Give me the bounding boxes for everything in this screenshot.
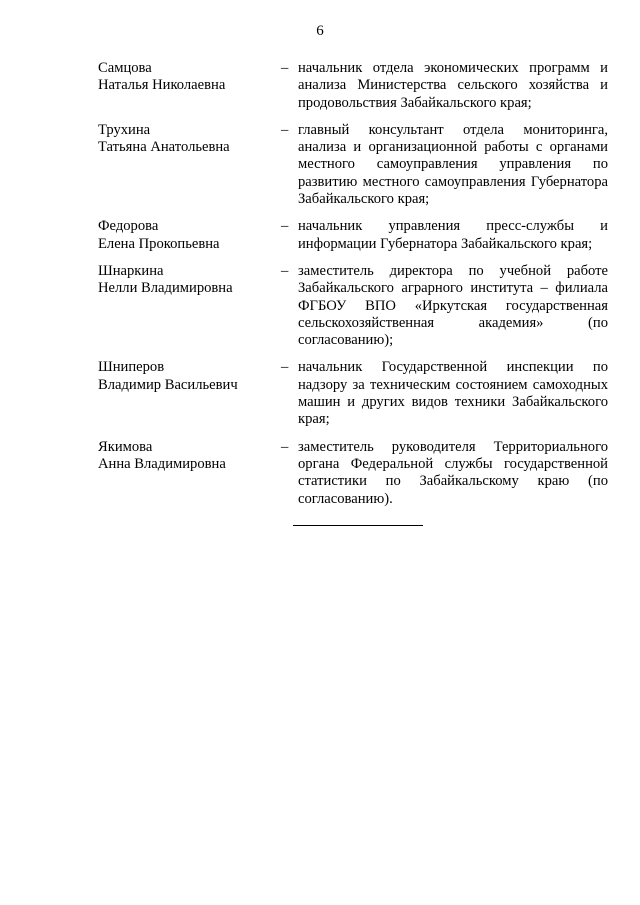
member-given-names: Наталья Николаевна	[98, 77, 226, 94]
member-surname: Якимова	[98, 438, 153, 455]
member-entry	[98, 359, 608, 428]
member-given-names: Татьяна Анатольевна	[98, 139, 230, 156]
member-name	[98, 122, 281, 208]
closing-rule	[293, 525, 423, 526]
member-surname: Самцова	[98, 60, 152, 76]
member-given-names: Анна Владимировна	[98, 455, 226, 472]
member-surname: Федорова	[98, 218, 159, 235]
member-entry	[98, 439, 608, 508]
entry-dash: –	[281, 121, 289, 138]
member-name	[98, 439, 281, 508]
entry-dash: –	[281, 359, 289, 376]
member-surname: Шнаркина	[98, 262, 164, 279]
member-entry	[98, 122, 608, 208]
member-given-names: Владимир Васильевич	[98, 376, 238, 393]
member-name	[98, 263, 281, 349]
member-given-names: Елена Прокопьевна	[98, 235, 220, 252]
member-name	[98, 359, 281, 428]
member-position: главный консультант отдела мониторинга, анализа и организационной работы с органами местного самоуправления управления по развитию местного самоуправления Губернатора Забайкальского края;	[298, 121, 608, 208]
entry-dash: –	[281, 218, 289, 235]
entry-dash: –	[281, 60, 289, 76]
member-name	[98, 60, 281, 112]
member-position: заместитель директора по учебной работе Забайкальского аграрного института – филиала ФГБОУ ВПО «Иркутская государственная сельскохозяйственная академия» (по согласованию);	[298, 262, 608, 349]
member-entry	[98, 218, 608, 253]
member-surname: Трухина	[98, 121, 151, 138]
page-number: 6	[316, 23, 324, 39]
member-list	[98, 60, 608, 508]
member-position: начальник Государственной инспекции по надзору за техническим состоянием самоходных машин и других видов техники Забайкальского края;	[298, 359, 608, 428]
member-position: начальник управления пресс-службы и информации Губернатора Забайкальского края;	[298, 218, 608, 252]
member-given-names: Нелли Владимировна	[98, 280, 233, 297]
member-position: заместитель руководителя Территориального органа Федеральной службы государственной статистики по Забайкальскому краю (по согласованию).	[298, 438, 608, 507]
member-entry	[98, 263, 608, 349]
member-surname: Шниперов	[98, 359, 165, 376]
entry-dash: –	[281, 438, 289, 455]
entry-dash: –	[281, 262, 289, 279]
member-entry	[98, 60, 608, 112]
member-name	[98, 218, 281, 253]
member-position: начальник отдела экономических программ и анализа Министерства сельского хозяйства и продовольствия Забайкальского края;	[298, 60, 608, 111]
